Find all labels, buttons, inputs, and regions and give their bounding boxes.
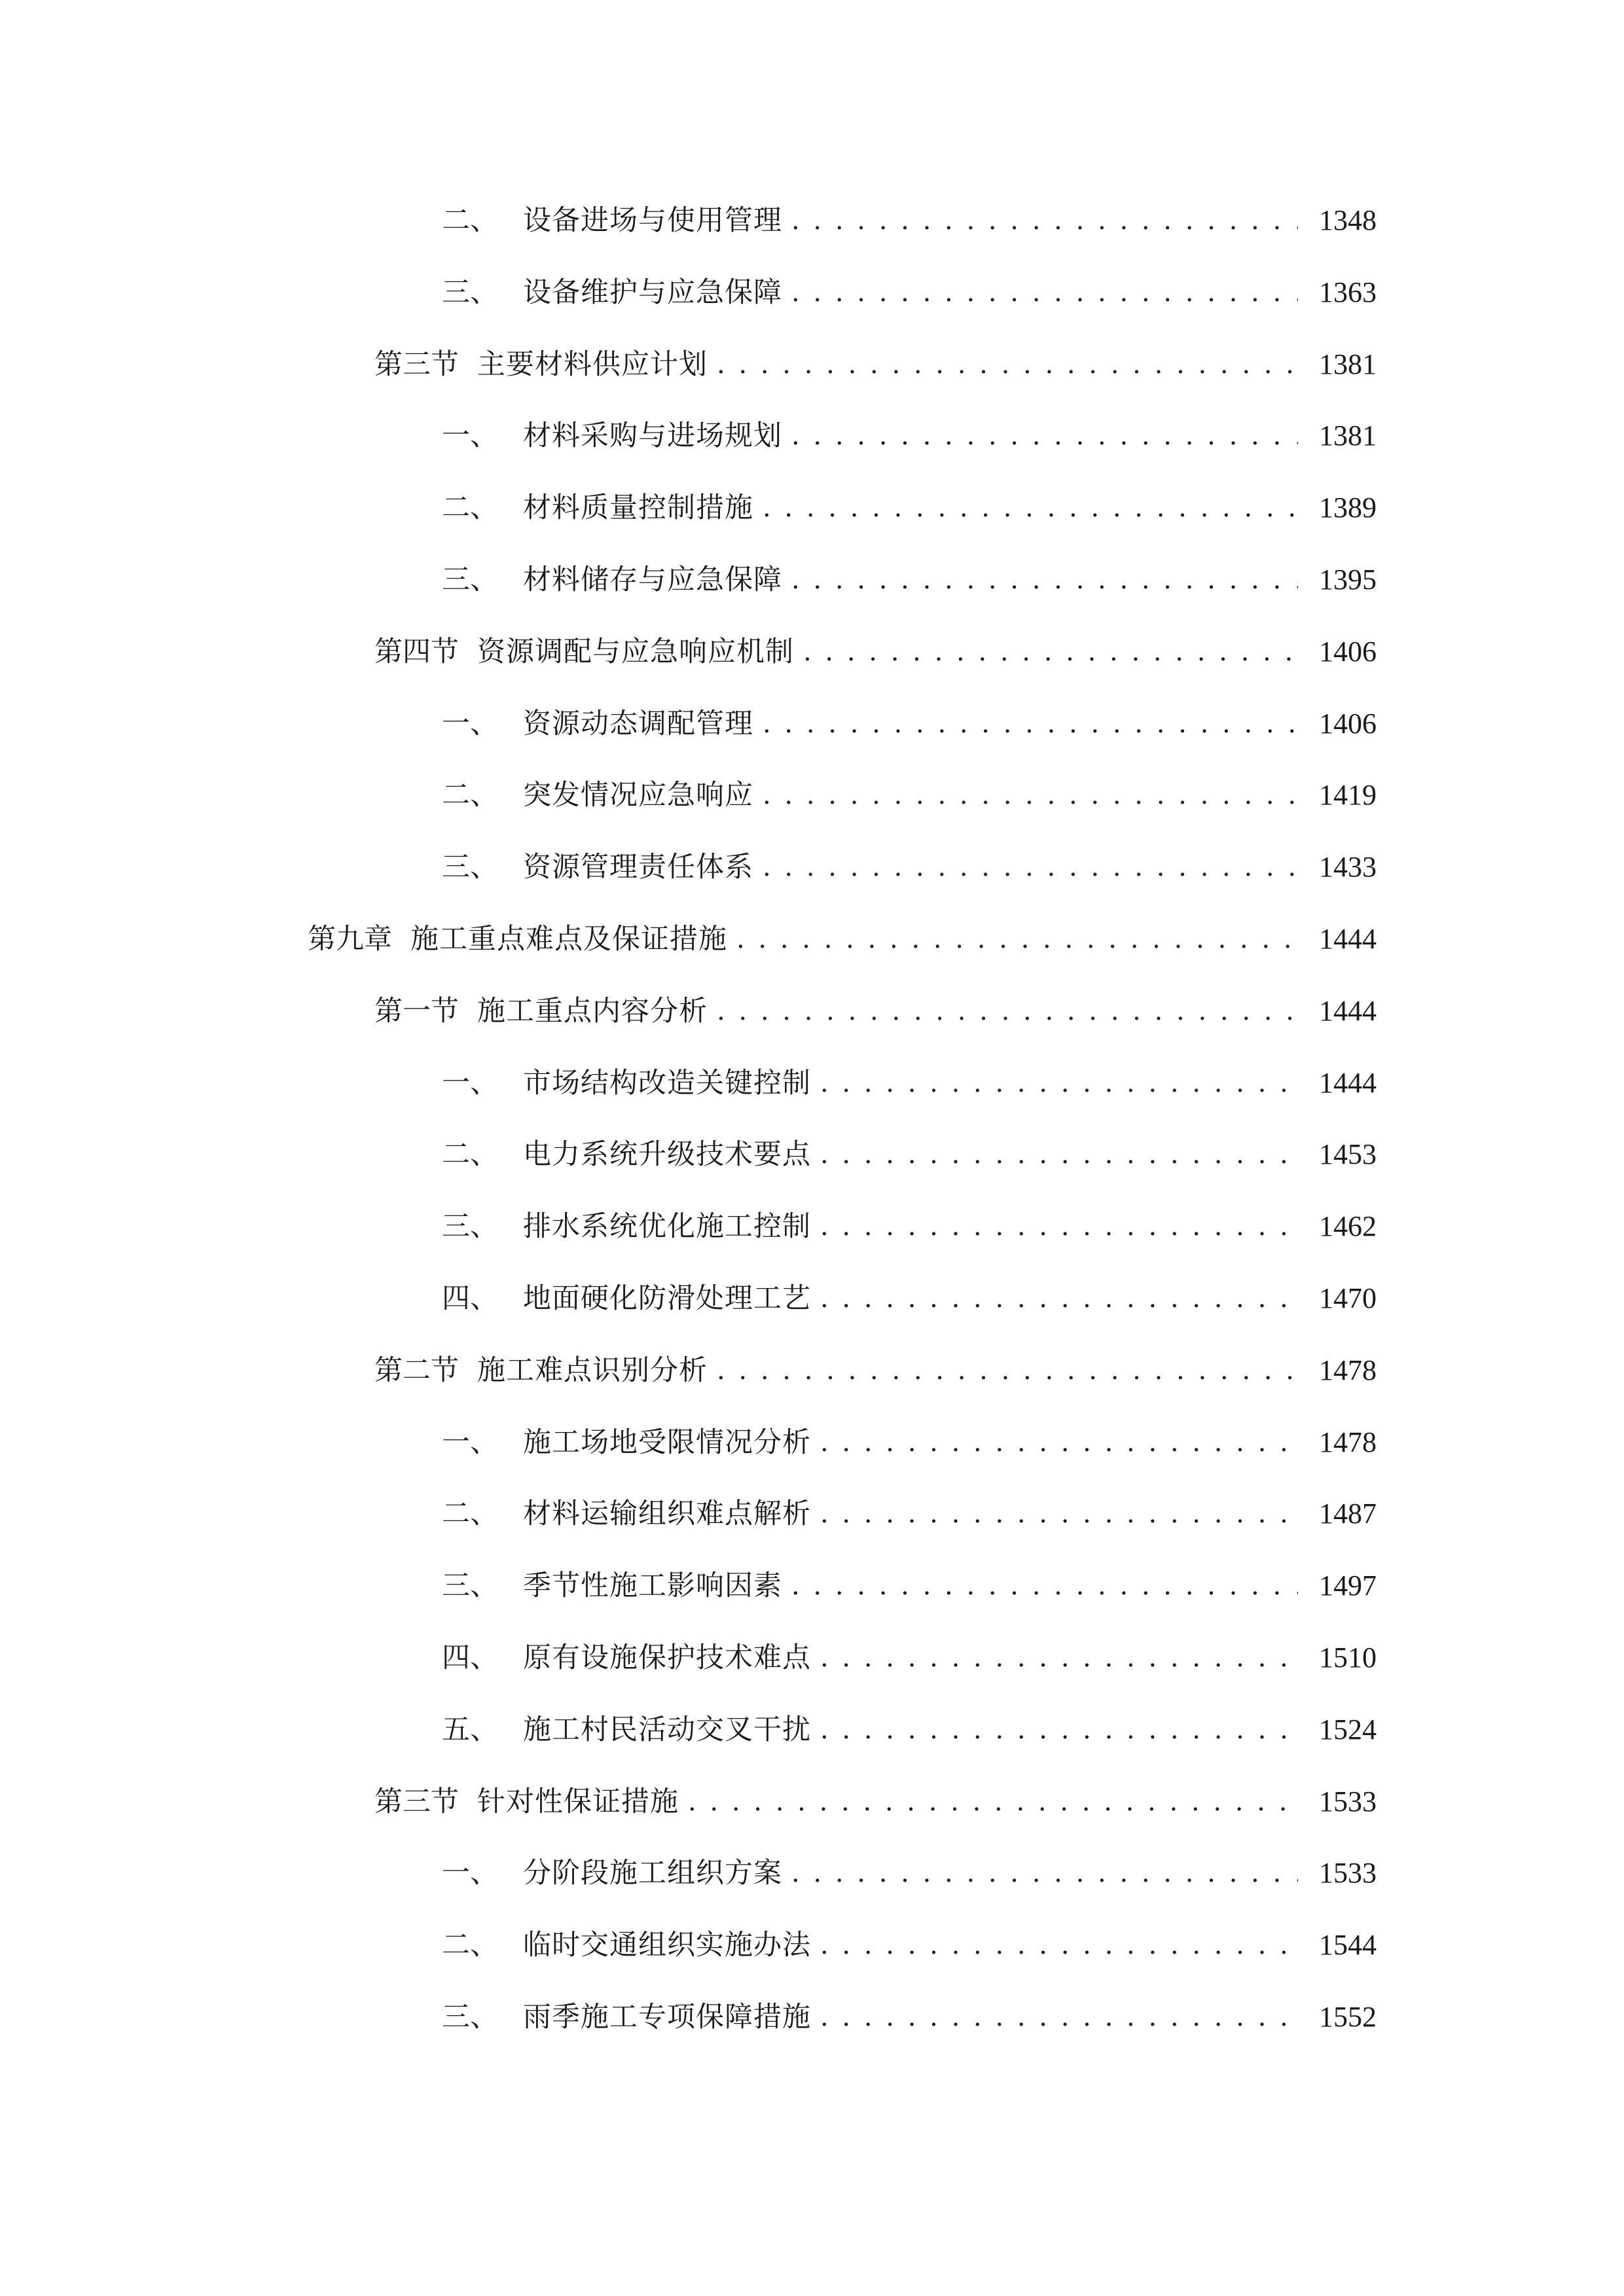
toc-page-number: 1444 xyxy=(1319,995,1377,1027)
toc-entry-number: 第三节 xyxy=(374,348,459,381)
toc-page-number: 1552 xyxy=(1319,2001,1377,2033)
toc-subsection-entry[interactable] xyxy=(442,198,1377,243)
toc-entry-title: 施工村民活动交叉干扰 xyxy=(523,1713,811,1746)
toc-page-number: 1381 xyxy=(1319,348,1377,380)
toc-entry-title: 施工重点内容分析 xyxy=(477,995,708,1028)
toc-subsection-entry[interactable] xyxy=(442,1922,1377,1968)
toc-entry-title: 材料储存与应急保障 xyxy=(523,564,782,596)
toc-subsection-entry[interactable] xyxy=(442,844,1377,890)
toc-dot-leader xyxy=(717,988,1298,1034)
toc-subsection-entry[interactable] xyxy=(442,1850,1377,1896)
toc-page-number: 1478 xyxy=(1319,1426,1377,1458)
toc-entry-number: 一、 xyxy=(442,1426,498,1459)
toc-entry-number: 二、 xyxy=(442,1929,498,1962)
toc-entry-number: 三、 xyxy=(442,1210,498,1243)
toc-dot-leader xyxy=(763,772,1298,818)
toc-dot-leader xyxy=(820,1635,1298,1681)
toc-section-entry[interactable] xyxy=(374,1348,1377,1393)
toc-section-entry[interactable] xyxy=(374,629,1377,675)
toc-entry-title: 资源动态调配管理 xyxy=(523,708,753,740)
toc-dot-leader xyxy=(820,1420,1298,1465)
toc-subsection-entry[interactable] xyxy=(442,772,1377,818)
toc-entry-title: 施工场地受限情况分析 xyxy=(523,1426,811,1459)
toc-subsection-entry[interactable] xyxy=(442,1060,1377,1106)
toc-subsection-entry[interactable] xyxy=(442,557,1377,603)
toc-dot-leader xyxy=(791,557,1298,603)
toc-subsection-entry[interactable] xyxy=(442,270,1377,315)
toc-subsection-entry[interactable] xyxy=(442,701,1377,747)
toc-entry-number: 二、 xyxy=(442,779,498,812)
toc-entry-title: 排水系统优化施工控制 xyxy=(523,1210,811,1243)
toc-entry-number: 二、 xyxy=(442,492,498,524)
toc-entry-title: 施工重点难点及保证措施 xyxy=(410,923,727,956)
toc-dot-leader xyxy=(820,1922,1298,1968)
toc-subsection-entry[interactable] xyxy=(442,1563,1377,1609)
toc-entry-number: 二、 xyxy=(442,204,498,237)
toc-page-number: 1487 xyxy=(1319,1498,1377,1530)
toc-dot-leader xyxy=(820,1491,1298,1537)
toc-dot-leader xyxy=(820,1204,1298,1249)
toc-entry-title: 电力系统升级技术要点 xyxy=(523,1138,811,1171)
toc-entry-title: 材料运输组织难点解析 xyxy=(523,1498,811,1530)
toc-entry-title: 季节性施工影响因素 xyxy=(523,1570,782,1602)
toc-page-number: 1348 xyxy=(1319,204,1377,236)
toc-dot-leader xyxy=(791,1563,1298,1609)
toc-page-number: 1444 xyxy=(1319,1067,1377,1099)
toc-entry-number: 五、 xyxy=(442,1713,498,1746)
toc-subsection-entry[interactable] xyxy=(442,1204,1377,1249)
toc-entry-number: 四、 xyxy=(442,1641,498,1674)
toc-page-number: 1406 xyxy=(1319,636,1377,668)
toc-entry-number: 三、 xyxy=(442,1570,498,1602)
toc-dot-leader xyxy=(803,629,1298,675)
toc-page-number: 1406 xyxy=(1319,708,1377,740)
toc-entry-number: 三、 xyxy=(442,564,498,596)
toc-entry-title: 市场结构改造关键控制 xyxy=(523,1067,811,1100)
toc-entry-title: 设备进场与使用管理 xyxy=(523,204,782,237)
toc-entry-number: 二、 xyxy=(442,1498,498,1530)
toc-dot-leader xyxy=(820,1707,1298,1753)
toc-page-number: 1395 xyxy=(1319,564,1377,596)
toc-dot-leader xyxy=(688,1779,1298,1825)
toc-entry-title: 材料质量控制措施 xyxy=(523,492,753,524)
toc-entry-number: 四、 xyxy=(442,1282,498,1315)
toc-entry-number: 三、 xyxy=(442,851,498,884)
toc-entry-title: 分阶段施工组织方案 xyxy=(523,1857,782,1890)
toc-dot-leader xyxy=(717,342,1298,387)
toc-page-number: 1433 xyxy=(1319,851,1377,883)
toc-section-entry[interactable] xyxy=(374,1779,1377,1825)
toc-dot-leader xyxy=(820,1276,1298,1321)
toc-page-number: 1478 xyxy=(1319,1354,1377,1386)
toc-dot-leader xyxy=(763,701,1298,747)
toc-page-number: 1363 xyxy=(1319,276,1377,308)
toc-subsection-entry[interactable] xyxy=(442,1707,1377,1753)
toc-entry-title: 雨季施工专项保障措施 xyxy=(523,2001,811,2034)
toc-page-number: 1462 xyxy=(1319,1210,1377,1242)
toc-dot-leader xyxy=(791,413,1298,459)
toc-entry-title: 地面硬化防滑处理工艺 xyxy=(523,1282,811,1315)
toc-chapter-entry[interactable] xyxy=(308,916,1377,962)
toc-subsection-entry[interactable] xyxy=(442,1132,1377,1177)
toc-entry-number: 一、 xyxy=(442,1857,498,1890)
toc-entry-number: 第四节 xyxy=(374,636,459,668)
toc-entry-title: 临时交通组织实施办法 xyxy=(523,1929,811,1962)
toc-page-number: 1453 xyxy=(1319,1138,1377,1170)
toc-page-number: 1524 xyxy=(1319,1713,1377,1746)
toc-subsection-entry[interactable] xyxy=(442,1491,1377,1537)
toc-entry-number: 一、 xyxy=(442,708,498,740)
toc-entry-number: 三、 xyxy=(442,276,498,309)
toc-entry-title: 资源管理责任体系 xyxy=(523,851,753,884)
toc-subsection-entry[interactable] xyxy=(442,413,1377,459)
toc-dot-leader xyxy=(763,485,1298,531)
toc-entry-title: 设备维护与应急保障 xyxy=(523,276,782,309)
toc-page-number: 1544 xyxy=(1319,1929,1377,1961)
toc-entry-number: 第三节 xyxy=(374,1785,459,1818)
toc-dot-leader xyxy=(763,844,1298,890)
toc-dot-leader xyxy=(820,1994,1298,2040)
toc-page-number: 1419 xyxy=(1319,779,1377,811)
toc-dot-leader xyxy=(820,1132,1298,1177)
toc-page-number: 1510 xyxy=(1319,1641,1377,1674)
toc-dot-leader xyxy=(791,270,1298,315)
toc-entry-number: 第九章 xyxy=(308,923,392,956)
toc-entry-title: 材料采购与进场规划 xyxy=(523,420,782,452)
toc-subsection-entry[interactable] xyxy=(442,1420,1377,1465)
toc-page-number: 1533 xyxy=(1319,1857,1377,1889)
toc-page-number: 1381 xyxy=(1319,420,1377,452)
toc-page-number: 1470 xyxy=(1319,1282,1377,1314)
toc-dot-leader xyxy=(717,1348,1298,1393)
toc-subsection-entry[interactable] xyxy=(442,1994,1377,2040)
toc-entry-title: 施工难点识别分析 xyxy=(477,1354,708,1387)
toc-entry-number: 一、 xyxy=(442,420,498,452)
toc-entry-title: 资源调配与应急响应机制 xyxy=(477,636,794,668)
toc-entry-number: 二、 xyxy=(442,1138,498,1171)
toc-entry-number: 一、 xyxy=(442,1067,498,1100)
toc-page-number: 1389 xyxy=(1319,492,1377,524)
toc-subsection-entry[interactable] xyxy=(442,485,1377,531)
toc-dot-leader xyxy=(791,198,1298,243)
toc-subsection-entry[interactable] xyxy=(442,1635,1377,1681)
toc-entry-title: 针对性保证措施 xyxy=(477,1785,679,1818)
toc-dot-leader xyxy=(820,1060,1298,1106)
toc-entry-title: 主要材料供应计划 xyxy=(477,348,708,381)
toc-entry-number: 第二节 xyxy=(374,1354,459,1387)
toc-entry-number: 第一节 xyxy=(374,995,459,1028)
toc-page-number: 1497 xyxy=(1319,1570,1377,1602)
toc-section-entry[interactable] xyxy=(374,342,1377,387)
toc-entry-title: 突发情况应急响应 xyxy=(523,779,753,812)
toc-page-number: 1444 xyxy=(1319,923,1377,955)
toc-dot-leader xyxy=(736,916,1298,962)
toc-entry-number: 三、 xyxy=(442,2001,498,2034)
toc-entry-title: 原有设施保护技术难点 xyxy=(523,1641,811,1674)
toc-section-entry[interactable] xyxy=(374,988,1377,1034)
toc-subsection-entry[interactable] xyxy=(442,1276,1377,1321)
toc-dot-leader xyxy=(791,1850,1298,1896)
toc-page-number: 1533 xyxy=(1319,1785,1377,1818)
